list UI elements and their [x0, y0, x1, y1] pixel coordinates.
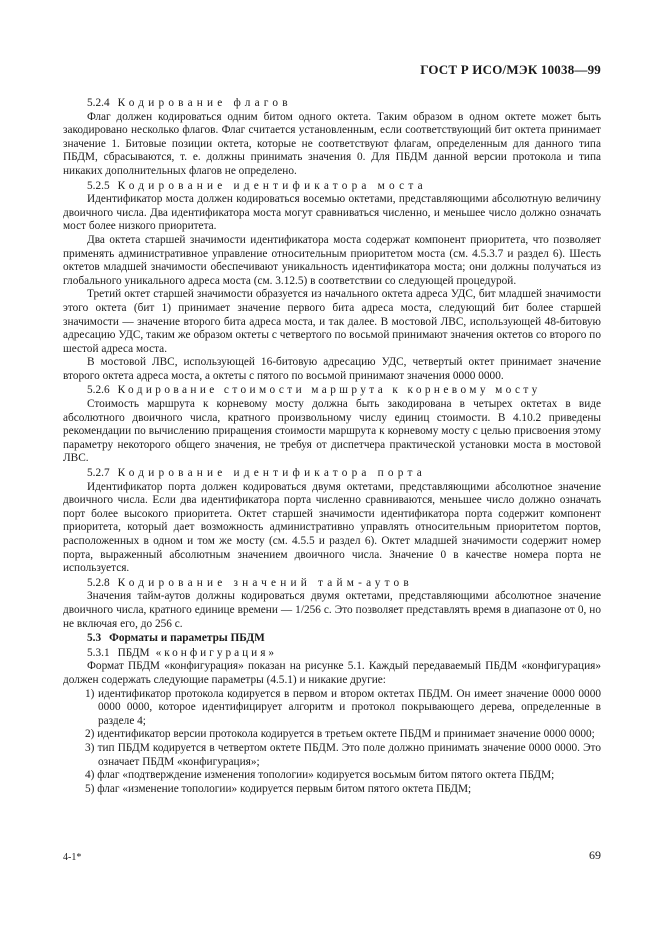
- paragraph: Стоимость маршрута к корневому мосту должна быть закодирована в четырех октетах в виде абсолютного двоичного числа, кратного произвольному числу единиц стоимости. В 4.10.2 приведены рекомендации по вычислению приращения стоимости маршрута к корневому мосту с целью присвоения этому параметру некоторого общего значения, не требуя от диспетчера практической установки моста в мостовой ЛВС.: [63, 398, 601, 465]
- section-heading-5-2-6: 5.2.6 Кодирование стоимости маршрута к корневому мосту: [87, 384, 541, 397]
- list-item: 5) флаг «изменение топологии» кодируется первым битом пятого октета ПБДМ;: [85, 782, 472, 795]
- paragraph: Флаг должен кодироваться одним битом одного октета. Таким образом в одном октете может быть закодировано несколько флагов. Флаг считается установленным, если соответствующий бит октета принимает значение 1. Битовые позиции октета, которые не соответствуют флагам, определенным для данного типа ПБДМ, сбрасываются, т. е. должны принимать значения 0. Для ПБДМ данной версии протокола и типа никаких дополнительных флагов не определено.: [63, 110, 601, 177]
- standard-header: ГОСТ Р ИСО/МЭК 10038—99: [420, 62, 601, 77]
- paragraph: В мостовой ЛВС, использующей 16-битовую адресацию УДС, четвертый октет принимает значение второго октета адреса моста, а октеты с пятого по восьмой принимают значения 0000 0000.: [63, 356, 601, 382]
- list-item: 3) тип ПБДМ кодируется в четвертом октете ПБДМ. Это поле должно принимать значение 0000 0000. Это означает ПБДМ «конфигурация»;: [85, 741, 601, 768]
- paragraph: Значения тайм-аутов должны кодироваться двумя октетами, представляющими абсолютное значение двоичного числа, кратного единице времени — 1/256 с. Это позволяет представлять время в диапазоне от 0, но не включая его, до 256 с.: [63, 590, 601, 630]
- page-body: [63, 96, 601, 796]
- paragraph: Третий октет старшей значимости образуется из начального октета адреса УДС, бит младшей значимости этого октета (бит 1) принимает значение первого бита адреса моста, следующий бит более старшей значимости — значение второго бита адреса моста, и так далее. В мостовой ЛВС, использующей 48-битовую адресацию УДС, таким же образом октеты с четвертого по восьмой принимают значения октетов со второго по шестой адреса моста.: [63, 288, 601, 355]
- section-heading-5-2-5: 5.2.5 Кодирование идентификатора моста: [87, 179, 427, 192]
- paragraph: Идентификатор моста должен кодироваться восемью октетами, представляющими абсолютную величину двоичного числа. Два идентификатора моста могут сравниваться численно, и меньшее число должно означать мост более низкого приоритета.: [63, 193, 601, 233]
- paragraph: Два октета старшей значимости идентификатора моста содержат компонент приоритета, что позволяет применять административное управление относительным приоритетом моста (см. 4.5.3.7 и раздел 6). Шесть октетов младшей значимости обеспечивают уникальность идентификатора моста; они должны получаться из глобального уникального адреса моста (см. 3.12.5) в соответствии со следующей процедурой.: [63, 233, 601, 287]
- section-heading-5-2-4: 5.2.4 Кодирование флагов: [87, 97, 292, 109]
- paragraph: Формат ПБДМ «конфигурация» показан на рисунке 5.1. Каждый передаваемый ПБДМ «конфигурация» должен содержать следующие параметры (4.5.1) и никакие другие:: [63, 660, 601, 686]
- page-number: 69: [589, 848, 601, 862]
- list-item: 4) флаг «подтверждение изменения топологии» кодируется восьмым битом пятого октета ПБДМ;: [85, 769, 555, 782]
- section-heading-5-2-8: 5.2.8 Кодирование значений тайм-аутов: [87, 576, 413, 589]
- section-heading-5-2-7: 5.2.7 Кодирование идентификатора порта: [87, 467, 426, 480]
- list-item: 1) идентификатор протокола кодируется в первом и втором октетах ПБДМ. Он имеет значение 0000 0000 0000 0000, которое идентифицирует алгоритм и протокол покрывающего дерева, определенные в разделе 4;: [85, 687, 601, 727]
- footer-signature-mark: 4-1*: [63, 852, 82, 863]
- section-heading-5-3-1: 5.3.1 ПБДМ «конфигурация»: [87, 646, 278, 659]
- list-item: 2) идентификатор версии протокола кодируется в третьем октете ПБДМ и принимает значение 0000 0000;: [85, 728, 595, 741]
- section-heading-5-3: 5.3 Форматы и параметры ПБДМ: [87, 632, 265, 645]
- paragraph: Идентификатор порта должен кодироваться двумя октетами, представляющими абсолютное значение двоичного числа. Если два идентификатора порта численно сравниваются, меньшее число должно означать порт более высокого приоритета. Октет старшей значимости идентификатора порта содержит компонент приоритета, который дает возможность административно управлять относительным приоритетом портов, расположенных в одном и том же мосту (см. 4.5.5 и раздел 6). Октет младшей значимости содержит номер порта, выраженный абсолютным значением двоичного числа. Значение 0 в качестве номера порта не используется.: [63, 480, 601, 575]
